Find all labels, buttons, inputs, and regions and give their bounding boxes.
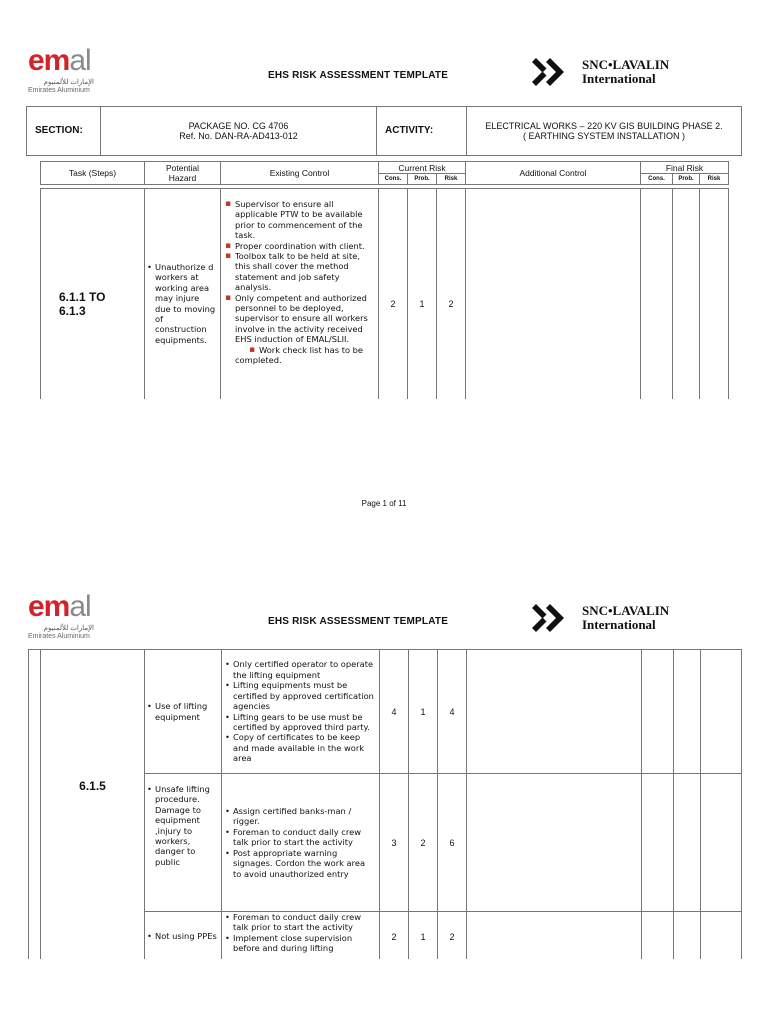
col-additional-control: Additional Control: [466, 162, 641, 185]
current-cons-value: 3: [380, 774, 409, 912]
task-step: 6.1.1 TO 6.1.3: [41, 189, 145, 400]
control-item: ▪ Supervisor to ensure all applicable PTW to be available prior to commencement of the task.: [224, 199, 375, 241]
task-step: 6.1.5: [41, 650, 145, 960]
activity-info: [467, 107, 742, 156]
activity-label: ACTIVITY:: [377, 107, 467, 156]
emal-english-name: Emirates Aluminium: [28, 87, 90, 94]
col-hazard: [145, 162, 221, 185]
hazard-text: • Use of lifting equipment: [147, 701, 217, 722]
snc-chevron-mark-icon: [530, 54, 570, 90]
control-item: ▪ Proper coordination with client.: [224, 241, 375, 251]
final-prob-cell: [674, 912, 701, 960]
emal-logo-em: em: [28, 44, 70, 77]
existing-control-cell: [221, 189, 379, 400]
control-item: • Post appropriate warning signages. Cordon the work area to avoid unauthorized entry: [225, 848, 376, 879]
current-risk-value: 2: [438, 912, 467, 960]
col-final-prob: Prob.: [673, 174, 700, 185]
snc-lavalin-logo-icon: [530, 600, 690, 640]
hazard-cell: [145, 189, 221, 400]
activity-line2: ( EARTHING SYSTEM INSTALLATION ): [522, 131, 686, 141]
emal-arabic-name: الإمارات للألمنيوم: [43, 79, 94, 86]
current-risk-value: 6: [438, 774, 467, 912]
existing-control-cell: [222, 650, 380, 774]
col-task: Task (Steps): [41, 162, 145, 185]
current-cons-value: 4: [380, 650, 409, 774]
table-row: [29, 650, 742, 774]
col-current-cons: Cons.: [379, 174, 408, 185]
reference-number: Ref. No. DAN-RA-AD413-012: [179, 131, 298, 141]
emal-logo-icon: [28, 46, 98, 98]
col-current-risk-value: Risk: [437, 174, 466, 185]
risk-table-page1: [40, 161, 729, 399]
existing-control-cell: [222, 774, 380, 912]
current-cons-value: 2: [380, 912, 409, 960]
emal-logo-al: al: [69, 590, 91, 623]
hazard-cell: [145, 650, 222, 774]
current-prob-value: 1: [409, 912, 438, 960]
control-item: ▪ Work check list has to be completed.: [224, 345, 375, 366]
final-prob-cell: [673, 189, 700, 400]
additional-control-cell: [467, 650, 642, 774]
snc-line1: SNC•LAVALIN: [582, 603, 670, 618]
emal-arabic-name: الإمارات للألمنيوم: [43, 625, 94, 632]
additional-control-cell: [466, 189, 641, 400]
col-existing-control: Existing Control: [221, 162, 379, 185]
final-cons-cell: [642, 650, 674, 774]
package-number: PACKAGE NO. CG 4706: [188, 121, 289, 131]
final-prob-cell: [674, 650, 701, 774]
package-info: [101, 107, 377, 156]
additional-control-cell: [467, 774, 642, 912]
emal-logo-em: em: [28, 590, 70, 623]
snc-line1: SNC•LAVALIN: [582, 57, 670, 72]
col-final-risk-value: Risk: [700, 174, 729, 185]
activity-line1: ELECTRICAL WORKS – 220 KV GIS BUILDING PHASE 2.: [485, 121, 723, 131]
col-hazard-line1: Potential: [165, 163, 200, 173]
col-current-prob: Prob.: [408, 174, 437, 185]
final-cons-cell: [642, 912, 674, 960]
current-risk-value: 4: [438, 650, 467, 774]
final-cons-cell: [641, 189, 673, 400]
control-item: • Assign certified banks-man / rigger.: [225, 806, 376, 827]
snc-line2: International: [582, 617, 656, 632]
hazard-text: • Unauthorize d workers at working area may injure due to moving of construction equipments.: [147, 262, 216, 345]
col-final-risk: Final Risk: [641, 162, 729, 174]
final-prob-cell: [674, 774, 701, 912]
control-item: ▪ Toolbox talk to be held at site, this shall cover the method statement and job safety analysis.: [224, 251, 375, 293]
current-cons-value: 2: [379, 189, 408, 400]
control-item: • Lifting equipments must be certified by approved certification agencies: [225, 680, 376, 711]
col-current-risk: Current Risk: [379, 162, 466, 174]
control-item: ▪ Only competent and authorized personnel to be deployed, supervisor to ensure all workers involve in the activity received EHS induction of EMAL/SLII.: [224, 293, 375, 345]
control-item: • Copy of certificates to be keep and made available in the work area: [225, 732, 376, 763]
emal-logo-al: al: [69, 44, 91, 77]
final-risk-cell: [701, 912, 742, 960]
current-prob-value: 1: [408, 189, 437, 400]
control-item: • Foreman to conduct daily crew talk prior to start the activity: [225, 912, 376, 933]
col-hazard-line2: Hazard: [168, 173, 197, 183]
snc-lavalin-logo-icon: [530, 54, 690, 94]
hazard-cell: [145, 912, 222, 960]
risk-table-page2-clip: [0, 649, 768, 959]
hazard-cell: [145, 774, 222, 912]
col-final-cons: Cons.: [641, 174, 673, 185]
snc-line2: International: [582, 71, 656, 86]
current-risk-value: 2: [437, 189, 466, 400]
table-row: [41, 189, 729, 400]
current-prob-value: 2: [409, 774, 438, 912]
section-table: [26, 106, 742, 156]
section-label: SECTION:: [27, 107, 101, 156]
document-title: EHS RISK ASSESSMENT TEMPLATE: [268, 70, 449, 81]
current-prob-value: 1: [409, 650, 438, 774]
hazard-text: • Unsafe lifting procedure. Damage to equipment ,injury to workers, danger to public: [147, 784, 217, 867]
control-item: • Lifting gears to be use must be certified by approved third party.: [225, 712, 376, 733]
control-item: • Only certified operator to operate the lifting equipment: [225, 659, 376, 680]
page-header-2: [0, 588, 768, 648]
final-risk-cell: [701, 774, 742, 912]
final-cons-cell: [642, 774, 674, 912]
additional-control-cell: [467, 912, 642, 960]
control-item: • Foreman to conduct daily crew talk prior to start the activity: [225, 827, 376, 848]
existing-control-cell: [222, 912, 380, 960]
risk-table-page1-clip: [0, 161, 768, 399]
page-number: Page 1 of 11: [361, 499, 407, 508]
emal-logo-icon: [28, 592, 98, 644]
control-item: • Implement close supervision before and during lifting: [225, 933, 376, 954]
emal-english-name: Emirates Aluminium: [28, 633, 90, 640]
hazard-text: • Not using PPEs: [147, 931, 217, 941]
risk-table-page2: [28, 649, 742, 959]
final-risk-cell: [700, 189, 729, 400]
margin-cell: [29, 650, 41, 960]
final-risk-cell: [701, 650, 742, 774]
document-title: EHS RISK ASSESSMENT TEMPLATE: [268, 616, 449, 627]
snc-chevron-mark-icon: [530, 600, 570, 636]
page-header-1: [0, 42, 768, 102]
